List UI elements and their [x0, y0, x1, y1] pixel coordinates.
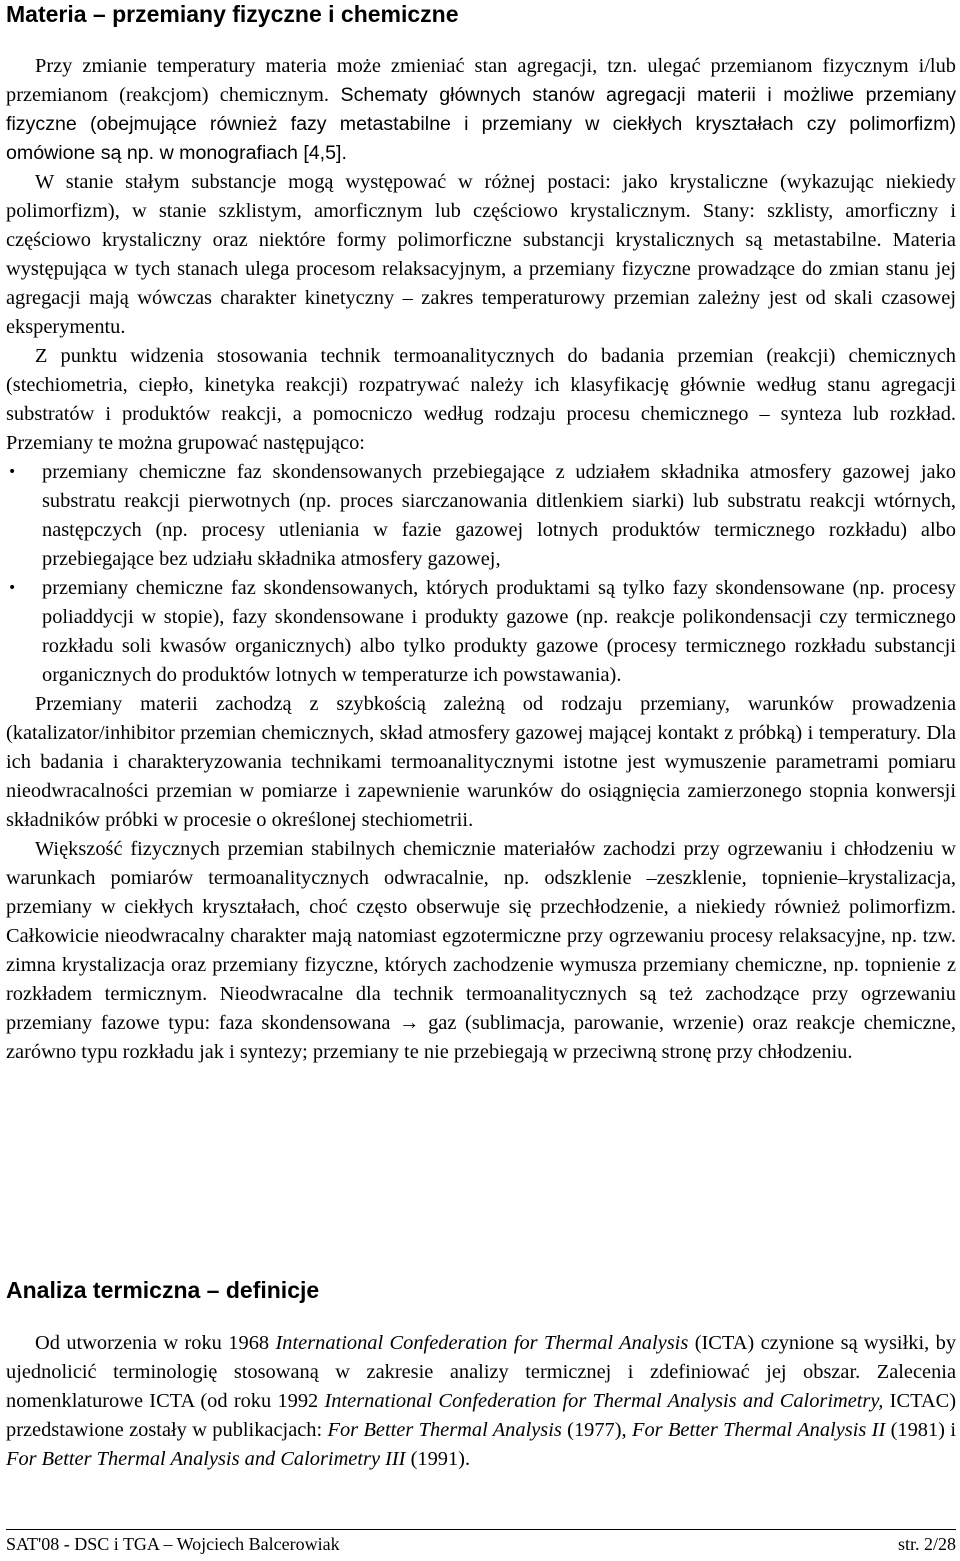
text-run: (1991). [405, 1448, 471, 1470]
paragraph-1-sentence-2: Schematy głównych stanów agregacji materii i możliwe przemiany fizyczne (obejmujące również fazy metastabilne i przemiany w ciekłych kryształach czy polimorfizm) omówione są np. w monografiach [4,5]. [6, 84, 956, 164]
list-item [6, 574, 956, 690]
italic-title-publication-2: For Better Thermal Analysis II [632, 1419, 886, 1441]
footer-author: SAT'08 - DSC i TGA – Wojciech Balcerowiak [6, 1534, 340, 1554]
text-run: (ICTA) czynione są wysiłki, by ujednolicić terminologię stosowaną w zakresie analizy termicznej i zdefiniować jej obszar. Zalecenia nomenklaturowe ICTA (od roku 1992 [6, 1332, 957, 1412]
paragraph-1-sentence-1: Przy zmianie temperatury materia może zmieniać stan agregacji, tzn. ulegać przemianom fizycznym i/lub przemianom (reakcjom) chemicznym. [6, 55, 956, 106]
italic-title-ictac: International Confederation for Thermal Analysis and Calorimetry, [324, 1390, 884, 1412]
bullet-icon: • [8, 580, 17, 596]
section-heading-materia: Materia – przemiany fizyczne i chemiczne [6, 1, 459, 27]
paragraph-2: W stanie stałym substancje mogą występować w różnej postaci: jako krystaliczne (wykazując niekiedy polimorfizm), w stanie szklistym, amorficznym lub częściowo krystalicznym. Stany: szklisty, amorficzny i częściowo krystaliczny oraz niektóre formy polimorficzne substancji krystalicznych są metastabilne. Materia występująca w tych stanach ulega procesom relaksacyjnym, a przemiany fizyczne prowadzące do zmian stanu jej agregacji mają wówczas charakter kinetyczny – zakres temperaturowy przemian zależny jest od skali czasowej eksperymentu. [6, 171, 956, 338]
list-item [6, 458, 956, 574]
paragraph-icta [6, 1329, 956, 1474]
page-footer [6, 1529, 956, 1555]
section-body-analiza [6, 1329, 956, 1474]
bullet-icon: • [8, 464, 17, 480]
italic-title-publication-1: For Better Thermal Analysis [327, 1419, 562, 1441]
section-heading-analiza: Analiza termiczna – definicje [6, 1277, 320, 1303]
list-item-text: przemiany chemiczne faz skondensowanych przebiegające z udziałem składnika atmosfery gazowej jako substratu reakcji pierwotnych (np. proces siarczanowania ditlenkiem siarki) lub substratu reakcji wtórnych, następczych (np. procesy utleniania w fazie gazowej lotnych produktów termicznego rozkładu) albo przebiegające bez udziału składnika atmosfery gazowej, [42, 461, 956, 570]
bullet-list [6, 458, 956, 690]
paragraph-5: Większość fizycznych przemian stabilnych chemicznie materiałów zachodzi przy ogrzewaniu i chłodzeniu w warunkach pomiarów termoanalitycznych odwracalnie, np. odszklenie –zeszklenie, topnienie–krystalizacja, przemiany w ciekłych kryształach, choć często obserwuje się przechłodzenie, a niekiedy również polimorfizm. Całkowicie nieodwracalny charakter mają natomiast egzotermiczne przy ogrzewaniu procesy relaksacyjne, np. tzw. zimna krystalizacja oraz przemiany fizyczne, których zachodzenie wymusza przemiany chemiczne, np. topnienie z rozkładem termicznym. Nieodwracalne dla technik termoanalitycznych są też zachodzące przy ogrzewaniu przemiany fazowe typu: faza skondensowana → gaz (sublimacja, parowanie, wrzenie) oraz reakcje chemiczne, zarówno typu rozkładu jak i syntezy; przemiany te nie przebiegają w przeciwną stronę przy chłodzeniu. [6, 838, 956, 1063]
paragraph-1 [6, 52, 956, 168]
paragraph-4: Przemiany materii zachodzą z szybkością zależną od rodzaju przemiany, warunków prowadzenia (katalizator/inhibitor przemian chemicznych, skład atmosfery gazowej mającej kontakt z próbką) i temperatury. Dla ich badania i charakteryzowania technikami termoanalitycznymi istotne jest wymuszenie parametrami pomiaru nieodwracalności przemian w pomiarze i zapewnienie warunków do osiągnięcia zamierzonego stopnia konwersji składników próbki w procesie o określonej stechiometrii. [6, 693, 956, 831]
text-run: (1977), [561, 1419, 632, 1441]
text-run: ICTAC) przedstawione zostały w publikacjach: [6, 1390, 957, 1441]
italic-title-publication-3: For Better Thermal Analysis and Calorimetry III [6, 1448, 406, 1470]
page-number: str. 2/28 [897, 1534, 956, 1554]
text-run: Od utworzenia w roku 1968 [35, 1332, 276, 1354]
text-run: (1981) i [885, 1419, 956, 1441]
italic-title-icta: International Confederation for Thermal Analysis [275, 1332, 689, 1354]
section-body-materia [6, 52, 956, 1067]
paragraph-3: Z punktu widzenia stosowania technik termoanalitycznych do badania przemian (reakcji) chemicznych (stechiometria, ciepło, kinetyka reakcji) rozpatrywać należy ich klasyfikację głównie według stanu agregacji substratów i produktów reakcji, a pomocniczo według rodzaju procesu chemicznego – synteza lub rozkład. Przemiany te można grupować następująco: [6, 345, 956, 454]
list-item-text: przemiany chemiczne faz skondensowanych, których produktami są tylko fazy skondensowane (np. procesy poliaddycji w stopie), fazy skondensowane i produkty gazowe (np. reakcje polikondensacji czy termicznego rozkładu soli kwasów organicznych) albo tylko produkty gazowe (procesy termicznego rozkładu substancji organicznych do produktów lotnych w temperaturze ich powstawania). [42, 577, 956, 686]
